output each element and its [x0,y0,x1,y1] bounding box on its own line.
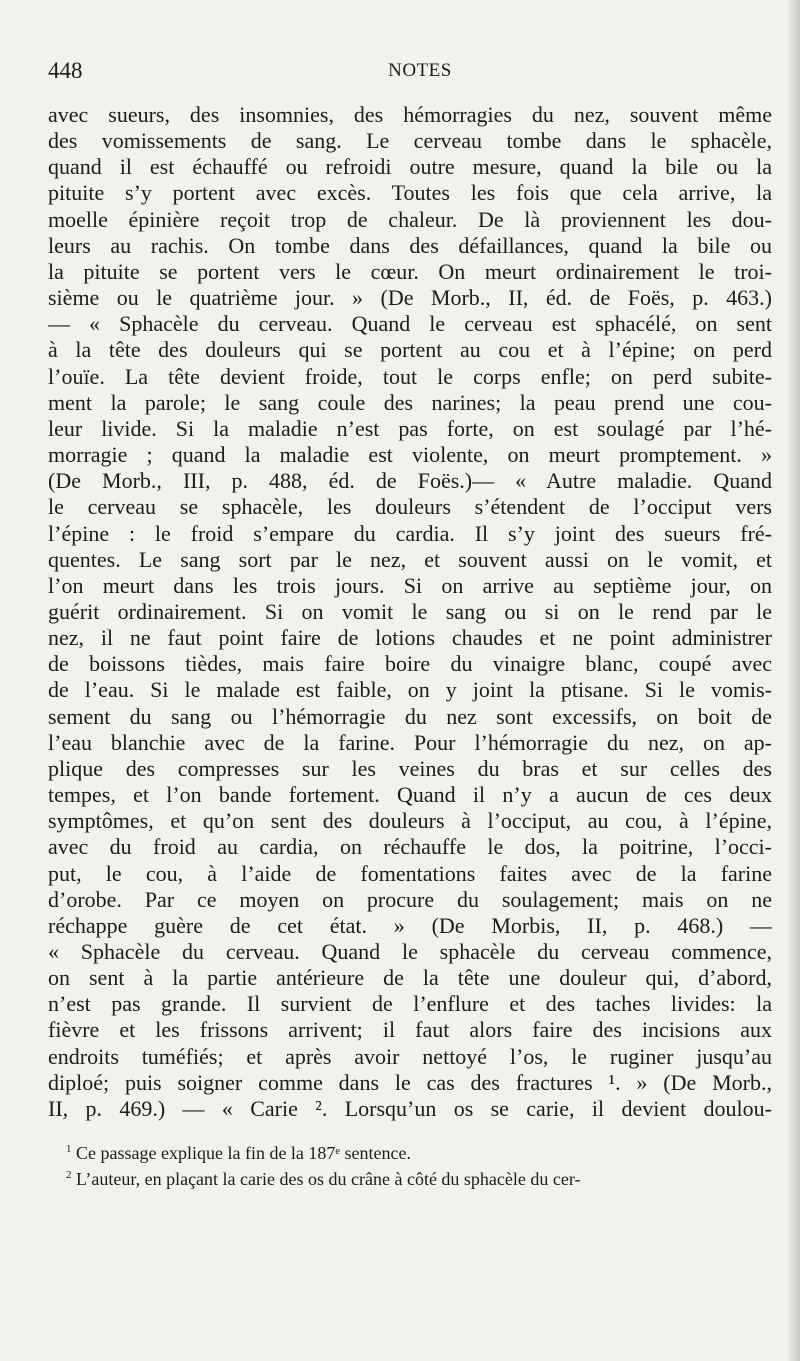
text-line: on sent à la partie antérieure de la tête une douleur qui, d’abord, [48,965,772,991]
text-line: fièvre et les frissons arrivent; il faut alors faire des incisions aux [48,1017,772,1043]
text-line: — « Sphacèle du cerveau. Quand le cerveau est sphacélé, on sent [48,311,772,337]
text-line: morragie ; quand la maladie est violente, on meurt promptement. » [48,442,772,468]
text-line: l’on meurt dans les trois jours. Si on arrive au septième jour, on [48,572,772,598]
text-line: « Sphacèle du cerveau. Quand le sphacèle du cerveau commence, [48,939,772,964]
text-line: sième ou le quatrième jour. » (De Morb., II, éd. de Foës, p. 463.) [48,285,772,311]
text-line: quand il est échauffé ou refroidi outre mesure, quand la bile ou la [48,154,772,180]
running-head: NOTES [388,60,452,81]
text-line: réchappe guère de cet état. » (De Morbis, II, p. 468.) — [48,912,772,938]
text-line: diploé; puis soigner comme dans le cas des fractures ¹. » (De Morb., [48,1069,772,1095]
footnote-mark: 2 [66,1169,72,1182]
notes-body-text [48,102,772,1122]
page-number: 448 [48,58,83,83]
text-line: avec sueurs, des insomnies, des hémorragies du nez, souvent même [48,102,772,127]
text-line: n’est pas grande. Il survient de l’enflure et des taches livides: la [48,991,772,1017]
text-line: symptômes, et qu’on sent des douleurs à l’occiput, au cou, à l’épine, [48,808,772,834]
text-line: (De Morb., III, p. 488, éd. de Foës.)— « Autre maladie. Quand [48,468,772,494]
text-line: de l’eau. Si le malade est faible, on y joint la ptisane. Si le vomis- [48,677,772,703]
text-line: tempes, et l’on bande fortement. Quand il n’y a aucun de ces deux [48,782,772,808]
text-line: moelle épinière reçoit trop de chaleur. De là proviennent les dou- [48,206,772,232]
text-line: l’ouïe. La tête devient froide, tout le corps enfle; on perd subite- [48,363,772,389]
text-line: guérit ordinairement. Si on vomit le sang ou si on le rend par le [48,598,772,624]
text-line: leur livide. Si la maladie n’est pas forte, on est soulagé par l’hé- [48,415,772,441]
text-line: endroits tuméfiés; et après avoir nettoyé l’os, le ruginer jusqu’au [48,1043,772,1069]
text-line: l’épine : le froid s’empare du cardia. Il s’y joint des sueurs fré- [48,520,772,546]
text-line: quentes. Le sang sort par le nez, et souvent aussi on le vomit, et [48,546,772,572]
text-line: II, p. 469.) — « Carie ². Lorsqu’un os se carie, il devient doulou- [48,1095,772,1121]
text-line: à la tête des douleurs qui se portent au cou et à l’épine; on perd [48,337,772,363]
text-line: d’orobe. Par ce moyen on procure du soulagement; mais on ne [48,886,772,912]
text-line: ment la parole; le sang coule des narines; la peau prend une cou- [48,389,772,415]
page-header [48,58,772,90]
text-line: leurs au rachis. On tombe dans des défaillances, quand la bile ou [48,232,772,258]
text-line: plique des compresses sur les veines du bras et sur celles des [48,755,772,781]
text-line: l’eau blanchie avec de la farine. Pour l’hémorragie du nez, on ap- [48,729,772,755]
footnote-mark: 1 [66,1143,72,1156]
text-line: sement du sang ou l’hémorragie du nez sont excessifs, on boit de [48,703,772,729]
text-line: avec du froid au cardia, on réchauffe le dos, la poitrine, l’occi- [48,834,772,860]
footnote [48,1166,772,1192]
text-line: put, le cou, à l’aide de fomentations faites avec de la farine [48,860,772,886]
text-line: des vomissements de sang. Le cerveau tombe dans le sphacèle, [48,128,772,154]
footnote [48,1140,772,1166]
text-line: la pituite se portent vers le cœur. On meurt ordinairement le troi- [48,258,772,284]
page-gutter-shadow [786,0,800,1361]
footnote-text: L’auteur, en plaçant la carie des os du crâne à côté du sphacèle du cer- [71,1169,581,1190]
text-line: de boissons tièdes, mais faire boire du vinaigre blanc, coupé avec [48,651,772,677]
text-line: pituite s’y portent avec excès. Toutes les fois que cela arrive, la [48,180,772,206]
footnotes [48,1140,772,1192]
text-line: nez, il ne faut point faire de lotions chaudes et ne point administrer [48,625,772,651]
footnote-text: Ce passage explique la fin de la 187ᵉ sentence. [71,1143,411,1164]
text-line: le cerveau se sphacèle, les douleurs s’étendent de l’occiput vers [48,494,772,520]
